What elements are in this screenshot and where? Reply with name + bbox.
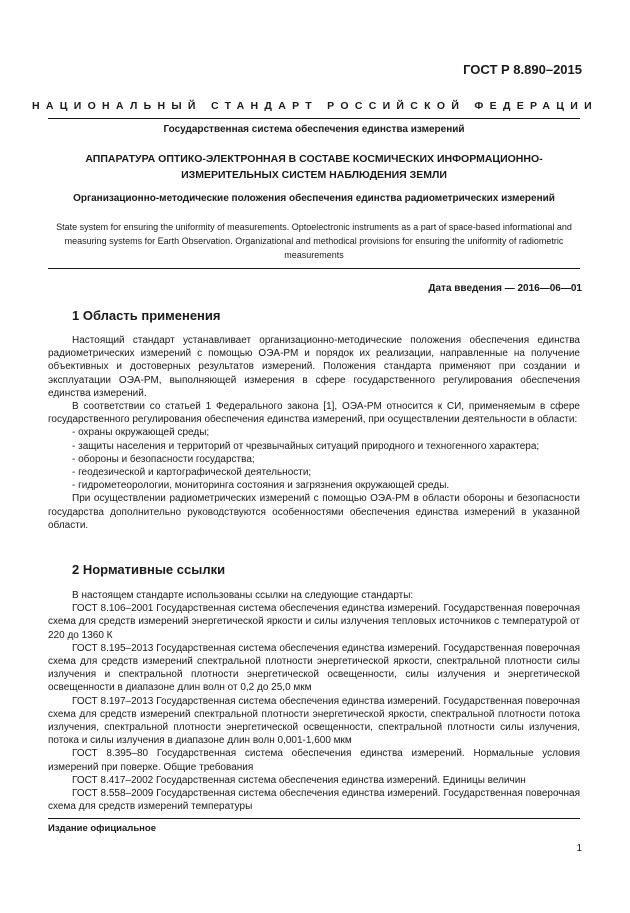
english-title: State system for ensuring the uniformity of measurements. Optoelectronic instruments as a part of space-based informational and measuring systems for Earth Observation. Organizational and methodical provisions for ensuring the uniformity of radiometric measurements <box>56 222 572 260</box>
system-name: Государственная система обеспечения единства измерений <box>163 124 465 135</box>
title-rule <box>48 268 580 269</box>
official-edition-label: Издание официальное <box>48 823 156 834</box>
section-1-body <box>48 334 580 532</box>
list-item: - охраны окружающей среды; <box>72 427 210 439</box>
paragraph: Настоящий стандарт устанавливает организационно-методические положения обеспечения единства радиометрических измерений с помощью ОЭА-РМ и порядок их реализации, направленные на получение объективных и достоверных результатов измерений. Положения стандарта применяют при создании и эксплуатации ОЭА-РМ, выполняющей измерения в сфере государственного регулирования обеспечения единства измерений. <box>48 335 580 399</box>
section-2-heading: 2 Нормативные ссылки <box>72 562 226 577</box>
section-2-body <box>48 589 580 813</box>
reference-item: ГОСТ 8.417–2002 Государственная система обеспечения единства измерений. Единицы величин <box>72 774 526 786</box>
paragraph: При осуществлении радиометрических измерений с помощью ОЭА-РМ в области обороны и безопасности государства дополнительно руководствуются особенностями обеспечения единства измерений в указанной области. <box>48 493 580 531</box>
reference-item: ГОСТ 8.395–80 Государственная система обеспечения единства измерений. Нормальные условия измерений при поверке. Общие требования <box>48 748 580 773</box>
list-item: - гидрометеорологии, мониторинга состояния и загрязнения окружающей среды. <box>72 480 450 492</box>
title-line-1: АППАРАТУРА ОПТИКО-ЭЛЕКТРОННАЯ В СОСТАВЕ КОСМИЧЕСКИХ ИНФОРМАЦИОННО- <box>85 153 543 165</box>
list-item: - обороны и безопасности государства; <box>72 453 255 465</box>
list-item: - геодезической и картографической деятельности; <box>72 467 312 479</box>
introduction-date: Дата введения — 2016—06—01 <box>428 283 582 294</box>
reference-item: ГОСТ 8.197–2013 Государственная система обеспечения единства измерений. Государственная поверочная схема для средств измерений спектральной плотности энергетической яркости, спектральной плотности потока излучения, спектральной плотности энергетической освещенности, спектральной плотности силы излучения, потока и силы излучения в диапазоне длин волн 0,001-1,600 мкм <box>48 695 580 747</box>
national-standard-heading: НАЦИОНАЛЬНЫЙ СТАНДАРТ РОССИЙСКОЙ ФЕДЕРАЦИИ <box>32 100 598 112</box>
document-subtitle: Организационно-методические положения обеспечения единства радиометрических измерений <box>73 193 555 204</box>
document-number: ГОСТ Р 8.890–2015 <box>463 62 582 77</box>
paragraph: В настоящем стандарте использованы ссылки на следующие стандарты: <box>72 590 414 601</box>
list-item: - защиты населения и территорий от чрезвычайных ситуаций природного и техногенного характера; <box>72 440 540 452</box>
page-number: 1 <box>576 843 582 854</box>
document-title <box>48 151 580 183</box>
header-rule <box>48 118 580 119</box>
title-line-2: ИЗМЕРИТЕЛЬНЫХ СИСТЕМ НАБЛЮДЕНИЯ ЗЕМЛИ <box>181 169 447 181</box>
paragraph: В соответствии со статьей 1 Федерального закона [1], ОЭА-РМ относится к СИ, применяемым в сфере государственного регулирования обеспечения единства измерений, при осуществлении деятельности в области: <box>48 401 580 426</box>
footer-rule <box>48 818 580 819</box>
section-1-heading: 1 Область применения <box>72 308 221 323</box>
reference-item: ГОСТ 8.195–2013 Государственная система обеспечения единства измерений. Государственная поверочная схема для средств измерений спектральной плотности энергетической яркости, спектральной плотности силы излучения и спектральной плотности энергетической освещенности, силы излучения и энергетической освещенности в диапазоне длин волн от 0,2 до 25,0 мкм <box>48 642 580 694</box>
reference-item: ГОСТ 8.106–2001 Государственная система обеспечения единства измерений. Государственная поверочная схема для средств измерений энергетической яркости и силы излучения тепловых источников с температурой от 220 до 1360 К <box>48 603 580 641</box>
reference-item: ГОСТ 8.558–2009 Государственная система обеспечения единства измерений. Государственная поверочная схема для средств измерений температуры <box>48 788 580 813</box>
